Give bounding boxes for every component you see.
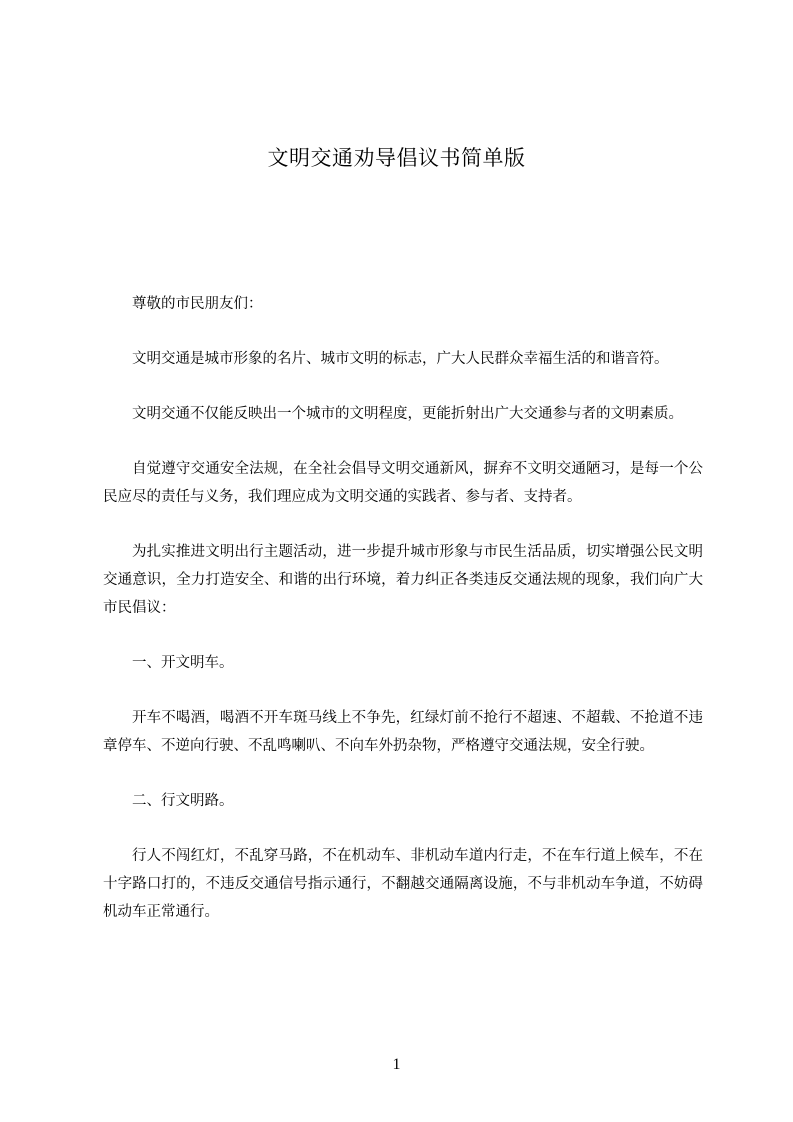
section-body: 行人不闯红灯，不乱穿马路，不在机动车、非机动车道内行走，不在车行道上候车，不在十字路口打的，不违反交通信号指示通行，不翻越交通隔离设施，不与非机动车争道，不妨碍机动车正常通行。 [103, 848, 703, 920]
document-body [103, 290, 703, 926]
paragraph: 为扎实推进文明出行主题活动，进一步提升城市形象与市民生活品质，切实增强公民文明交通意识，全力打造安全、和谐的出行环境，着力纠正各类违反交通法规的现象，我们向广大市民倡议： [103, 544, 703, 616]
document-title: 文明交通劝导倡议书简单版 [267, 146, 526, 170]
paragraph: 文明交通是城市形象的名片、城市文明的标志，广大人民群众幸福生活的和谐音符。 [132, 351, 669, 367]
paragraph: 自觉遵守交通安全法规，在全社会倡导文明交通新风，摒弃不文明交通陋习，是每一个公民应尽的责任与义务，我们理应成为文明交通的实践者、参与者、支持者。 [103, 461, 703, 505]
greeting: 尊敬的市民朋友们： [132, 296, 263, 312]
section-body: 开车不喝酒，喝酒不开车斑马线上不争先，红绿灯前不抢行不超速、不超载、不抢道不违章停车、不逆向行驶、不乱鸣喇叭、不向车外扔杂物，严格遵守交通法规，安全行驶。 [103, 710, 703, 754]
page-number: 1 [392, 1056, 401, 1073]
section-heading: 二、行文明路。 [132, 793, 234, 809]
section-heading: 一、开文明车。 [132, 655, 234, 671]
paragraph: 文明交通不仅能反映出一个城市的文明程度，更能折射出广大交通参与者的文明素质。 [132, 406, 683, 422]
